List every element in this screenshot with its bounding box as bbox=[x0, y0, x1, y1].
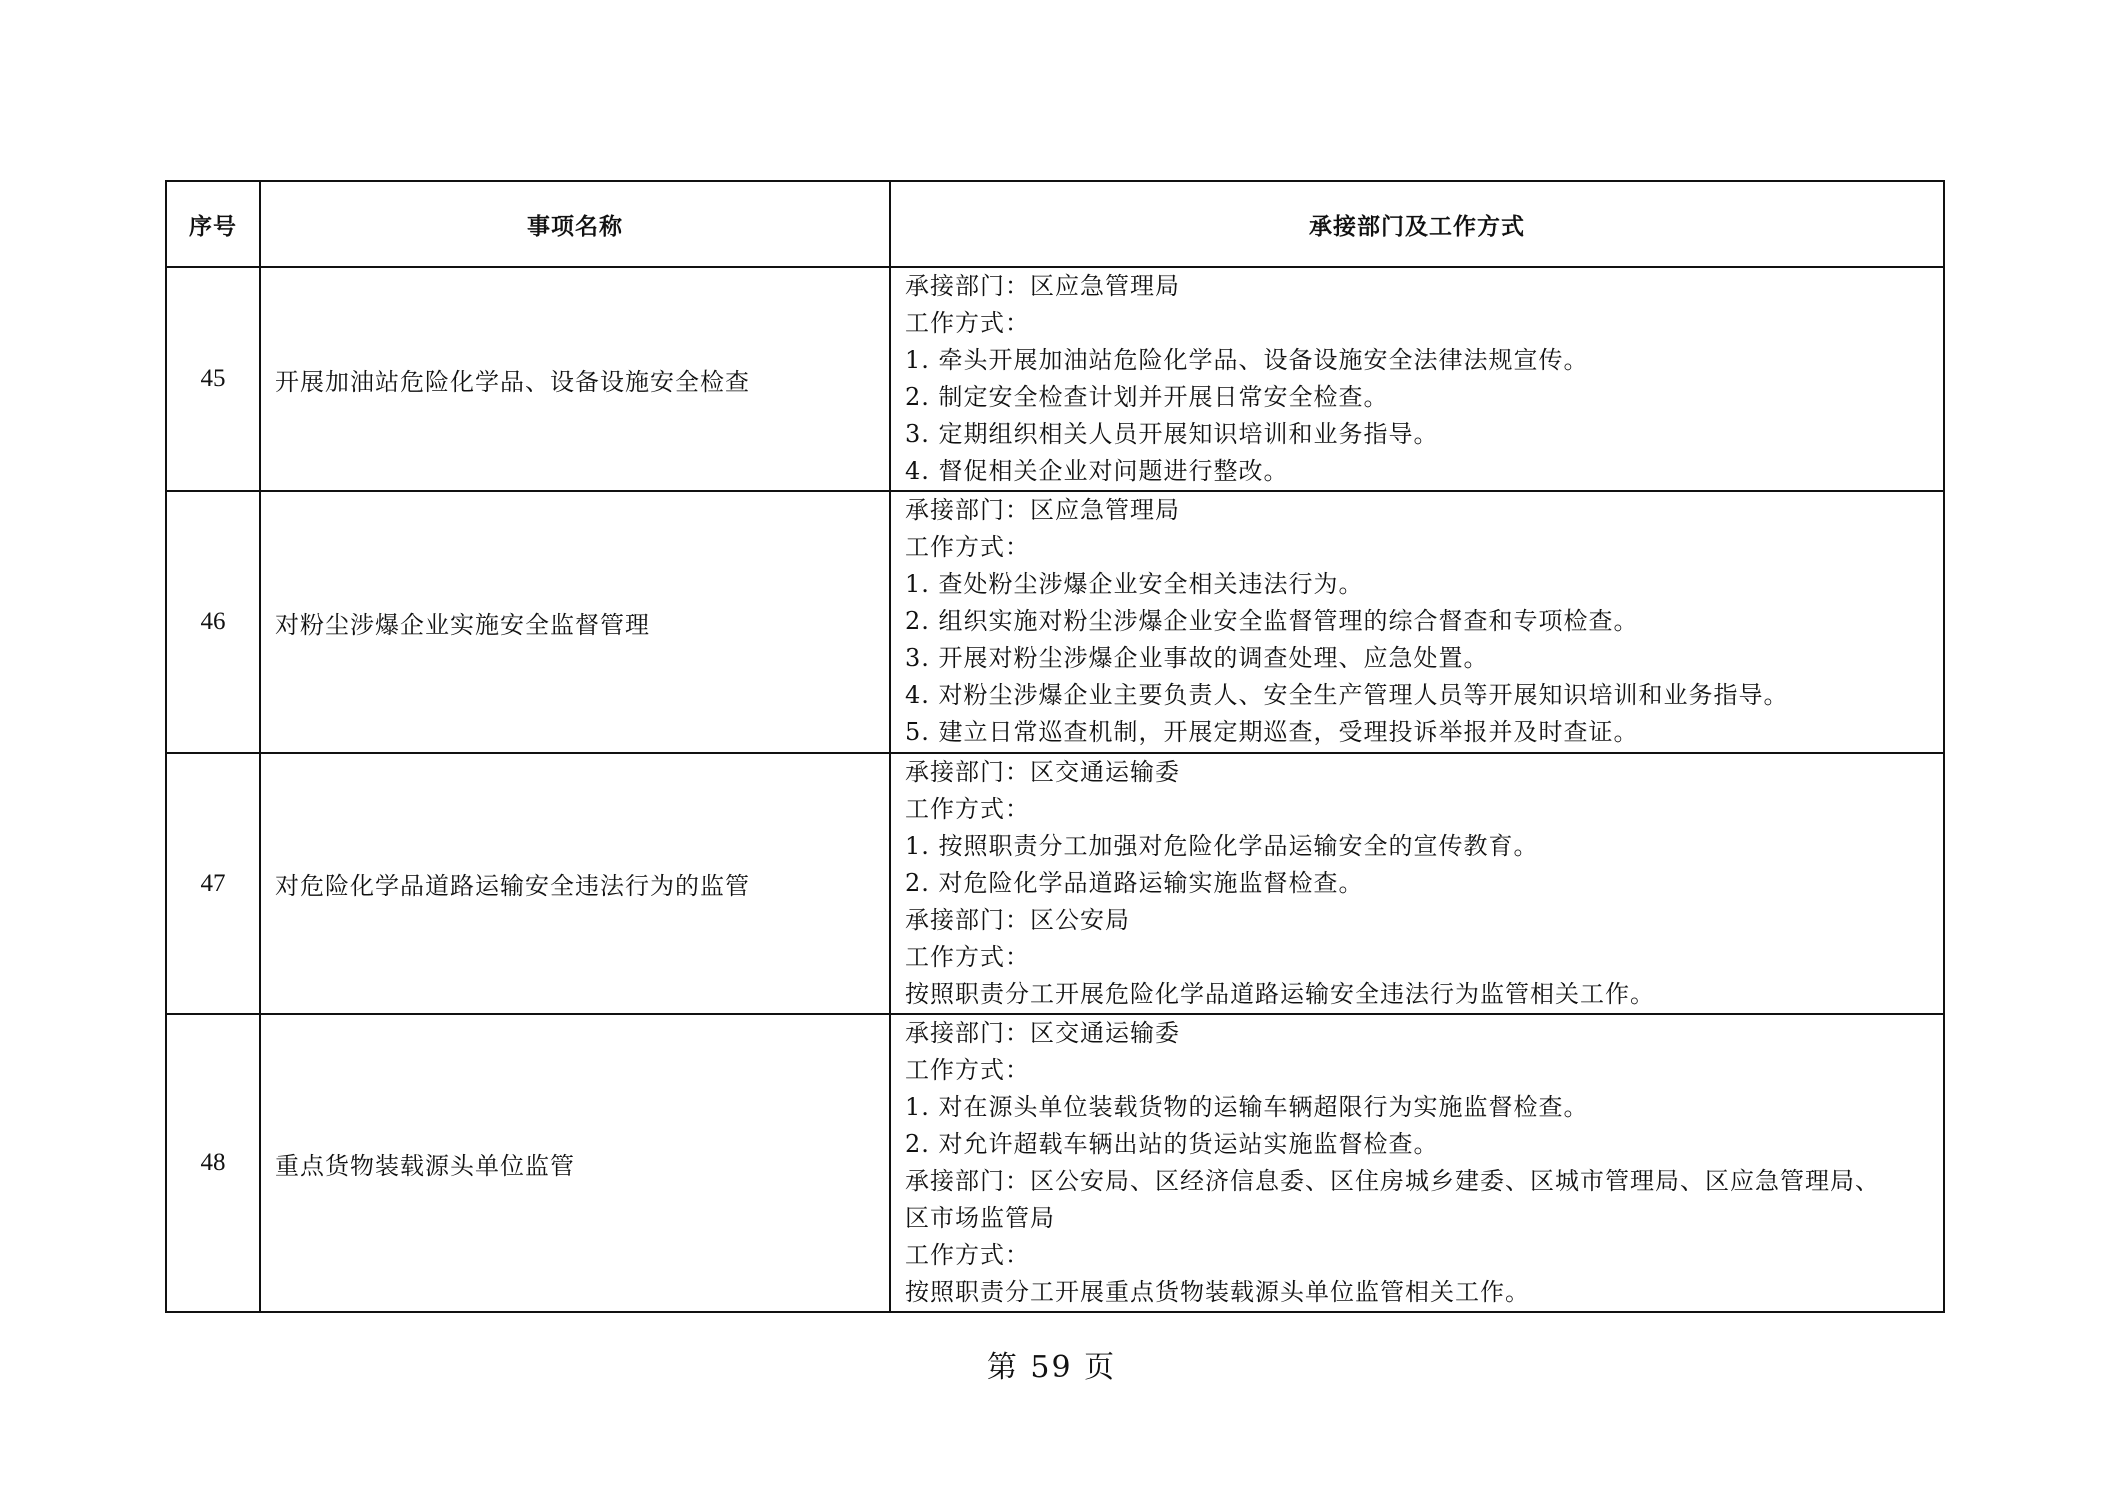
detail-line: 按照职责分工开展危险化学品道路运输安全违法行为监管相关工作。 bbox=[905, 980, 1655, 1008]
row-detail bbox=[890, 267, 1944, 491]
row-number: 47 bbox=[166, 753, 260, 1014]
page-number: 第 59 页 bbox=[986, 1350, 1117, 1385]
detail-line: 工作方式： bbox=[905, 1241, 1030, 1269]
detail-line: 承接部门：区应急管理局 bbox=[905, 272, 1180, 300]
table-row bbox=[166, 267, 1944, 491]
table-row bbox=[166, 491, 1944, 753]
detail-line: 工作方式： bbox=[905, 533, 1030, 561]
detail-line: 承接部门：区交通运输委 bbox=[905, 758, 1180, 786]
detail-line: 工作方式： bbox=[905, 943, 1030, 971]
row-item-name: 重点货物装载源头单位监管 bbox=[260, 1014, 890, 1312]
detail-line: 3. 开展对粉尘涉爆企业事故的调查处理、应急处置。 bbox=[905, 644, 1489, 672]
detail-line: 2. 对允许超载车辆出站的货运站实施监督检查。 bbox=[905, 1130, 1439, 1158]
detail-line: 承接部门：区公安局 bbox=[905, 906, 1130, 934]
table-row bbox=[166, 753, 1944, 1014]
row-detail bbox=[890, 1014, 1944, 1312]
table-header-row bbox=[166, 181, 1944, 267]
row-number: 45 bbox=[166, 267, 260, 491]
header-department-and-method: 承接部门及工作方式 bbox=[890, 181, 1944, 267]
detail-line: 工作方式： bbox=[905, 1056, 1030, 1084]
detail-line: 承接部门：区交通运输委 bbox=[905, 1019, 1180, 1047]
row-item-name: 开展加油站危险化学品、设备设施安全检查 bbox=[260, 267, 890, 491]
row-number: 48 bbox=[166, 1014, 260, 1312]
detail-line: 1. 对在源头单位装载货物的运输车辆超限行为实施监督检查。 bbox=[905, 1093, 1589, 1121]
detail-line: 4. 对粉尘涉爆企业主要负责人、安全生产管理人员等开展知识培训和业务指导。 bbox=[905, 681, 1789, 709]
detail-line: 区市场监管局 bbox=[905, 1204, 1055, 1232]
detail-line: 2. 组织实施对粉尘涉爆企业安全监督管理的综合督查和专项检查。 bbox=[905, 607, 1639, 635]
detail-line: 工作方式： bbox=[905, 309, 1030, 337]
detail-line: 按照职责分工开展重点货物装载源头单位监管相关工作。 bbox=[905, 1278, 1530, 1306]
header-item-name: 事项名称 bbox=[260, 181, 890, 267]
responsibility-table bbox=[165, 180, 1945, 1313]
detail-line: 2. 制定安全检查计划并开展日常安全检查。 bbox=[905, 383, 1389, 411]
detail-line: 5. 建立日常巡查机制，开展定期巡查，受理投诉举报并及时查证。 bbox=[905, 718, 1639, 746]
detail-line: 1. 查处粉尘涉爆企业安全相关违法行为。 bbox=[905, 570, 1364, 598]
detail-line: 1. 按照职责分工加强对危险化学品运输安全的宣传教育。 bbox=[905, 832, 1539, 860]
detail-line: 3. 定期组织相关人员开展知识培训和业务指导。 bbox=[905, 420, 1439, 448]
detail-line: 4. 督促相关企业对问题进行整改。 bbox=[905, 457, 1289, 485]
detail-line: 2. 对危险化学品道路运输实施监督检查。 bbox=[905, 869, 1364, 897]
header-serial-number: 序号 bbox=[166, 181, 260, 267]
row-item-name: 对粉尘涉爆企业实施安全监督管理 bbox=[260, 491, 890, 753]
row-number: 46 bbox=[166, 491, 260, 753]
detail-line: 承接部门：区公安局、区经济信息委、区住房城乡建委、区城市管理局、区应急管理局、 bbox=[905, 1167, 1880, 1195]
row-item-name: 对危险化学品道路运输安全违法行为的监管 bbox=[260, 753, 890, 1014]
table-row bbox=[166, 1014, 1944, 1312]
detail-line: 1. 牵头开展加油站危险化学品、设备设施安全法律法规宣传。 bbox=[905, 346, 1589, 374]
detail-line: 承接部门：区应急管理局 bbox=[905, 496, 1180, 524]
row-detail bbox=[890, 491, 1944, 753]
detail-line: 工作方式： bbox=[905, 795, 1030, 823]
row-detail bbox=[890, 753, 1944, 1014]
